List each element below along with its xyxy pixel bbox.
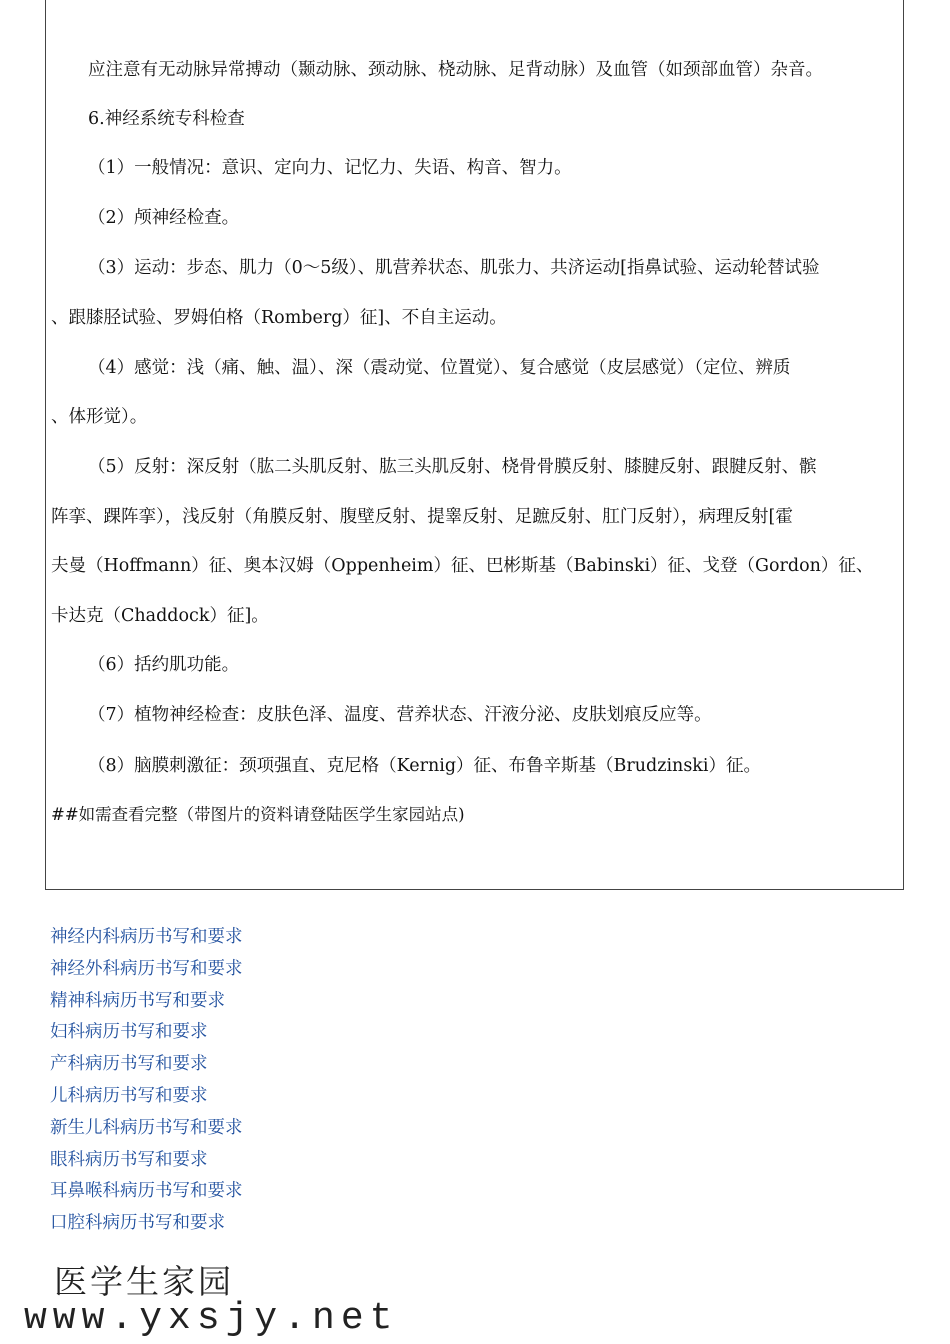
site-logo-url: www.yxsjy.net — [24, 1297, 399, 1340]
paragraph-meningeal: （8）脑膜刺激征：颈项强直、克尼格（Kernig）征、布鲁辛斯基（Brudzinski）征。 — [88, 756, 761, 776]
paragraph-sphincter: （6）括约肌功能。 — [88, 655, 240, 675]
link-obstetrics[interactable]: 产科病历书写和要求 — [50, 1054, 208, 1075]
paragraph-cranial-nerves: （2）颅神经检查。 — [88, 208, 240, 228]
related-links-list — [50, 922, 450, 1240]
link-pediatrics[interactable]: 儿科病历书写和要求 — [50, 1085, 208, 1106]
link-gynecology[interactable]: 妇科病历书写和要求 — [50, 1022, 208, 1043]
paragraph-reflex-line3: 夫曼（Hoffmann）征、奥本汉姆（Oppenheim）征、巴彬斯基（Babinski）征、戈登（Gordon）征、 — [51, 556, 874, 576]
paragraph-reflex-line2: 阵挛、踝阵挛），浅反射（角膜反射、腹壁反射、提睾反射、足蹠反射、肛门反射），病理反射[霍 — [51, 507, 793, 527]
link-neonatology[interactable]: 新生儿科病历书写和要求 — [50, 1117, 243, 1138]
paragraph-autonomic: （7）植物神经检查：皮肤色泽、温度、营养状态、汗液分泌、皮肤划痕反应等。 — [88, 705, 712, 725]
paragraph-motor-line2: 、跟膝胫试验、罗姆伯格（Romberg）征]、不自主运动。 — [51, 308, 507, 328]
link-ent[interactable]: 耳鼻喉科病历书写和要求 — [50, 1181, 243, 1202]
link-ophthalmology[interactable]: 眼科病历书写和要求 — [50, 1149, 208, 1170]
document-frame — [45, 0, 904, 890]
paragraph-motor-line1: （3）运动：步态、肌力（0～5级）、肌营养状态、肌张力、共济运动[指鼻试验、运动轮替试验 — [88, 258, 820, 278]
paragraph-general-condition: （1）一般情况：意识、定向力、记忆力、失语、构音、智力。 — [88, 158, 572, 178]
link-stomatology[interactable]: 口腔科病历书写和要求 — [50, 1213, 225, 1234]
link-neurosurgery[interactable]: 神经外科病历书写和要求 — [50, 958, 243, 979]
paragraph-sensory-line1: （4）感觉：浅（痛、触、温）、深（震动觉、位置觉）、复合感觉（皮层感觉）（定位、辨质 — [88, 358, 791, 378]
paragraph-reflex-line1: （5）反射：深反射（肱二头肌反射、肱三头肌反射、桡骨骨膜反射、膝腱反射、跟腱反射、髌 — [88, 457, 817, 477]
section-heading-neuro-exam: 6.神经系统专科检查 — [88, 109, 245, 129]
paragraph-sensory-line2: 、体形觉）。 — [51, 407, 148, 427]
site-logo-name: 医学生家园 — [54, 1262, 234, 1301]
link-psychiatry[interactable]: 精神科病历书写和要求 — [50, 990, 225, 1011]
paragraph-vascular-note: 应注意有无动脉异常搏动（颞动脉、颈动脉、桡动脉、足背动脉）及血管（如颈部血管）杂音。 — [88, 60, 823, 80]
link-neurology[interactable]: 神经内科病历书写和要求 — [50, 927, 243, 947]
paragraph-reflex-line4: 卡达克（Chaddock）征]。 — [51, 606, 269, 626]
site-note: ##如需查看完整（带图片的资料请登陆医学生家园站点) — [51, 805, 465, 824]
